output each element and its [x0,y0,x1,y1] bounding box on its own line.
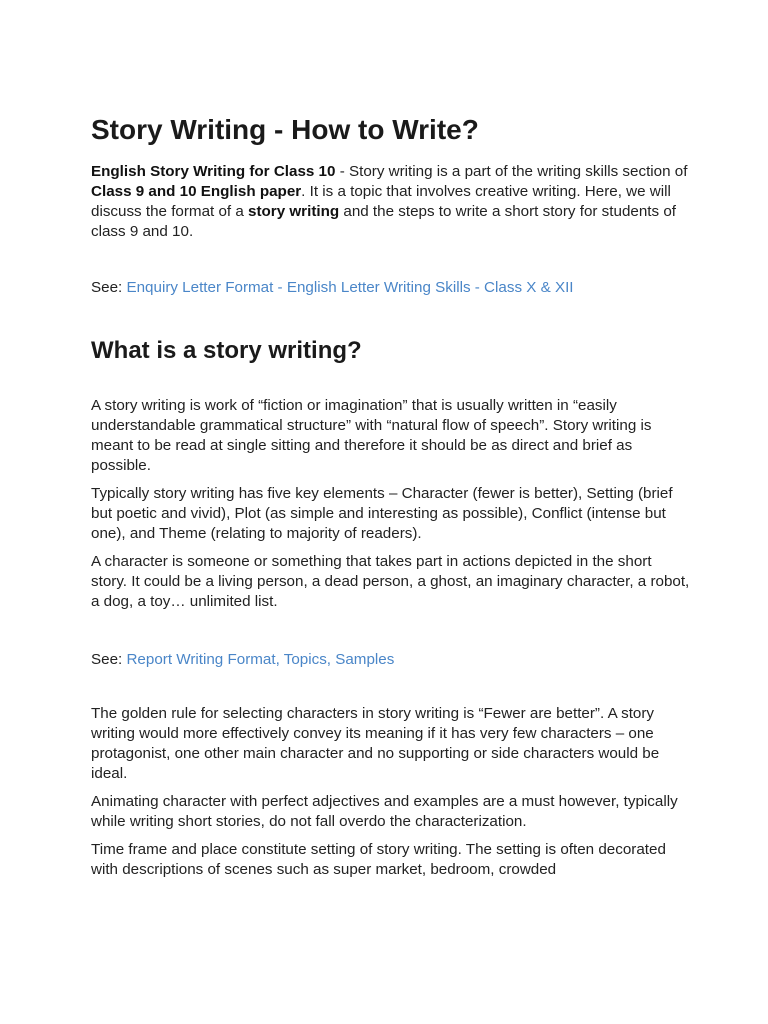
paragraph-setting: Time frame and place constitute setting of story writing. The setting is often decorated with descriptions of scenes such as super market, bedroom, crowded [91,841,666,878]
paragraph-definition: A story writing is work of “fiction or imagination” that is usually written in “easily understandable grammatical structure” with “natural flow of speech”. Story writing is meant to be read at single sitting and therefore it should be as direct and brief as possible. [91,397,652,474]
see-line-1 [91,278,691,298]
intro-bold-story: story writing [248,203,340,220]
intro-bold-class: Class 9 and 10 English paper [91,183,302,200]
paragraph-character: A character is someone or something that takes part in actions depicted in the short story. It could be a living person, a dead person, a ghost, an imaginary character, a robot, a dog, a toy… unlimited list. [91,553,690,610]
paragraph-golden-rule: The golden rule for selecting characters in story writing is “Fewer are better”. A story writing would more effectively convey its meaning if it has very few characters – one protagonist, one other main character and no supporting or side characters would be ideal. [91,705,660,782]
see-prefix-2: See: [91,651,127,668]
intro-text-1: - Story writing is a part of the writing skills section of [335,163,688,180]
paragraph-animating: Animating character with perfect adjectives and examples are a must however, typically while writing short stories, do not fall overdo the characterization. [91,793,678,830]
intro-text-3: and the steps to write a short story for students of class 9 and 10. [91,203,676,240]
intro-text-2: . It is a topic that involves creative writing. Here, we will discuss the format of a [91,183,671,220]
paragraph-elements: Typically story writing has five key elements – Character (fewer is better), Setting (brief but poetic and vivid), Plot (as simple and interesting as possible), Conflict (intense but one), and Theme (relating to majority of readers). [91,485,673,542]
section-heading: What is a story writing? [91,337,362,364]
page-title: Story Writing - How to Write? [91,114,479,145]
intro-paragraph [91,162,691,242]
document-page [91,112,691,880]
intro-lead-bold: English Story Writing for Class 10 [91,163,336,180]
see-prefix-1: See: [91,279,127,296]
report-writing-link[interactable]: Report Writing Format, Topics, Samples [126,651,395,668]
enquiry-letter-link[interactable]: Enquiry Letter Format - English Letter Writing Skills - Class X & XII [126,279,574,296]
see-line-2 [91,650,691,670]
